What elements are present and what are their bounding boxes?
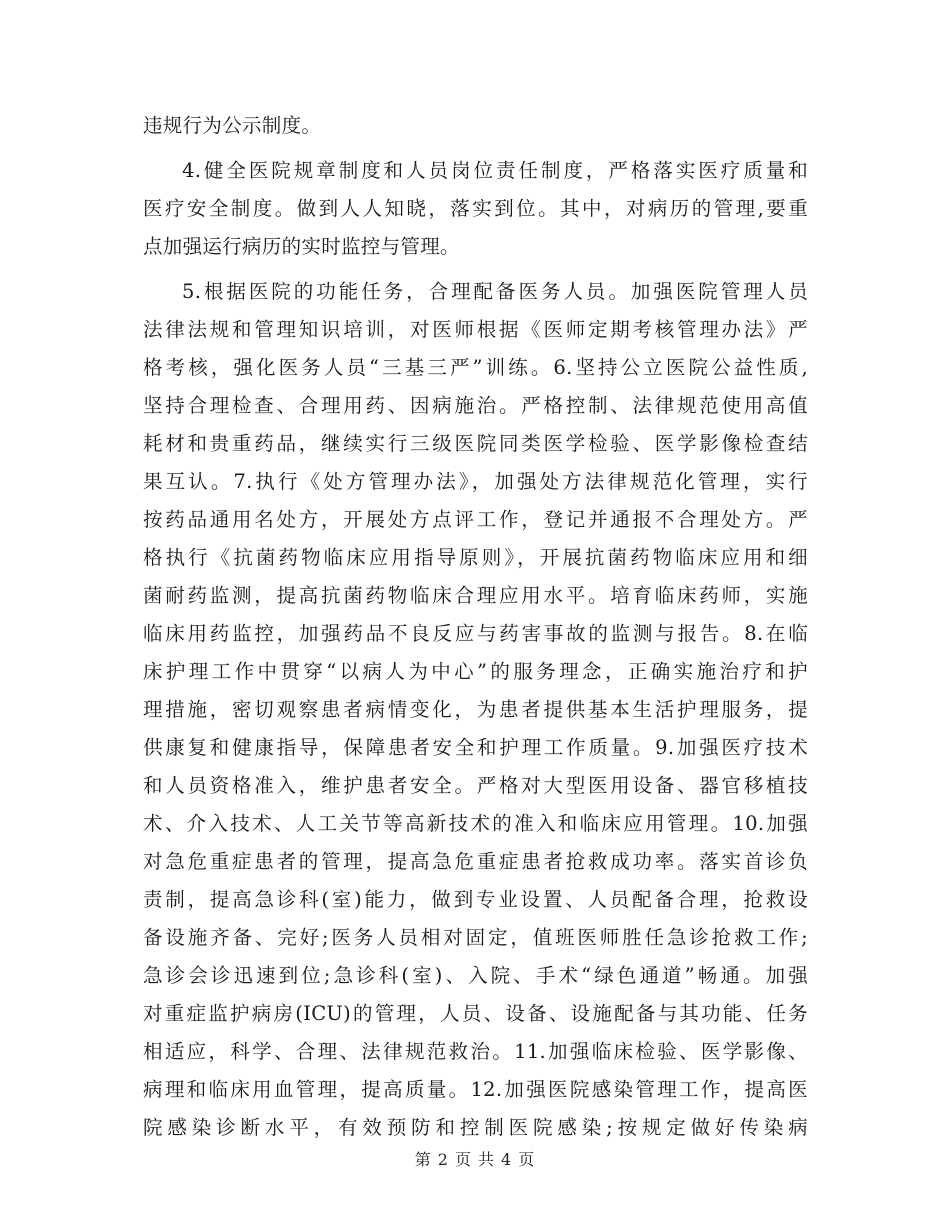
page-footer <box>0 1147 950 1170</box>
text-line: 菌耐药监测，提高抗菌药物临床合理应用水平。培育临床药师，实施 <box>143 584 808 607</box>
text-line: 相适应，科学、合理、法律规范救治。11.加强临床检验、医学影像、 <box>143 1040 808 1063</box>
text-line: 病理和临床用血管理，提高质量。12.加强医院感染管理工作，提高医 <box>143 1078 808 1101</box>
text-line: 格考核，强化医务人员“三基三严”训练。6.坚持公立医院公益性质, <box>143 356 808 379</box>
text-line: 按药品通用名处方，开展处方点评工作，登记并通报不合理处方。严 <box>143 508 808 531</box>
text-line: 临床用药监控，加强药品不良反应与药害事故的监测与报告。8.在临 <box>143 622 808 645</box>
text-line: 耗材和贵重药品，继续实行三级医院同类医学检验、医学影像检查结 <box>143 432 808 455</box>
footer-page-number: 2 <box>437 1150 449 1169</box>
text-line: 对急危重症患者的管理，提高急危重症患者抢救成功率。落实首诊负 <box>143 850 808 873</box>
text-line: 院感染诊断水平，有效预防和控制医院感染;按规定做好传染病 <box>143 1116 808 1139</box>
text-line: 供康复和健康指导，保障患者安全和护理工作质量。9.加强医疗技术 <box>143 736 808 759</box>
paragraph-item-5 <box>143 273 808 1185</box>
body-text <box>143 107 808 1185</box>
text-line: 急诊会诊迅速到位;急诊科(室)、入院、手术“绿色通道”畅通。加强 <box>143 964 808 987</box>
text-line: 对重症监护病房(ICU)的管理，人员、设备、设施配备与其功能、任务 <box>143 1002 808 1025</box>
text-line: 法律法规和管理知识培训，对医师根据《医师定期考核管理办法》严 <box>143 318 808 341</box>
footer-prefix: 第 <box>414 1150 432 1169</box>
text-line: 违规行为公示制度。 <box>143 114 322 137</box>
text-line: 5.根据医院的功能任务，合理配备医务人员。加强医院管理人员 <box>182 280 808 303</box>
footer-mid: 页 共 <box>454 1150 496 1169</box>
footer-total-pages: 4 <box>501 1150 513 1169</box>
text-line: 理措施，密切观察患者病情变化，为患者提供基本生活护理服务，提 <box>143 698 808 721</box>
text-line: 床护理工作中贯穿“以病人为中心”的服务理念，正确实施治疗和护 <box>143 660 808 683</box>
text-line: 坚持合理检查、合理用药、因病施治。严格控制、法律规范使用高值 <box>143 394 808 417</box>
text-line: 医疗安全制度。做到人人知晓，落实到位。其中，对病历的管理,要重 <box>143 197 808 220</box>
text-line: 责制，提高急诊科(室)能力，做到专业设置、人员配备合理，抢救设 <box>143 888 808 911</box>
footer-suffix: 页 <box>518 1150 536 1169</box>
text-line: 备设施齐备、完好;医务人员相对固定，值班医师胜任急诊抢救工作; <box>143 926 808 949</box>
text-line: 格执行《抗菌药物临床应用指导原则》，开展抗菌药物临床应用和细 <box>143 546 808 569</box>
text-line: 术、介入技术、人工关节等高新技术的准入和临床应用管理。10.加强 <box>143 812 808 835</box>
text-line: 点加强运行病历的实时监控与管理。 <box>143 235 460 258</box>
text-line: 4.健全医院规章制度和人员岗位责任制度，严格落实医疗质量和 <box>182 159 808 182</box>
text-line: 果互认。7.执行《处方管理办法》，加强处方法律规范化管理，实行 <box>143 470 808 493</box>
text-line: 和人员资格准入，维护患者安全。严格对大型医用设备、器官移植技 <box>143 774 808 797</box>
paragraph-continuation <box>143 107 808 145</box>
paragraph-item-4 <box>143 152 808 266</box>
